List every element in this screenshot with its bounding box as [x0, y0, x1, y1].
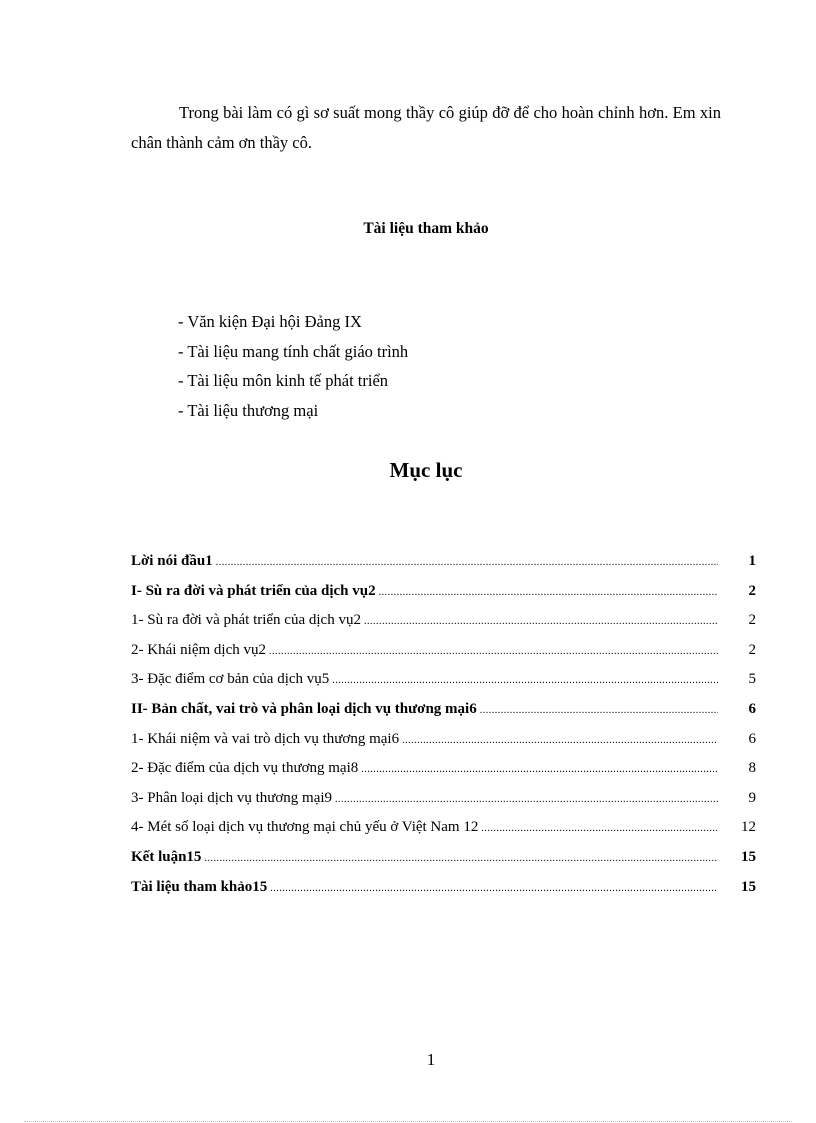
toc-entry-page: 2 — [748, 612, 756, 629]
toc-entry-page: 5 — [748, 671, 756, 688]
toc-entry-page: 15 — [741, 878, 756, 895]
toc-leader-dots — [332, 675, 718, 686]
toc-entry[interactable] — [131, 701, 756, 731]
toc-leader-dots — [379, 587, 718, 598]
reference-item: - Văn kiện Đại hội Đảng IX — [178, 312, 362, 331]
intro-paragraph: Trong bài làm có gì sơ suất mong thầy cô giúp đỡ để cho hoàn chỉnh hơn. Em xin chân thành cảm ơn thầy cô. — [131, 103, 721, 152]
toc-entry[interactable] — [131, 671, 756, 701]
references-list — [178, 307, 408, 425]
toc-entry-label: 3- Phân loại dịch vụ thương mại9 — [131, 789, 333, 806]
toc-entry-page: 2 — [748, 582, 756, 599]
toc-entry-label: 4- Mét số loại dịch vụ thương mại chủ yếu ở Việt Nam 12 — [131, 819, 479, 836]
toc-entry-page: 2 — [748, 641, 756, 658]
toc-leader-dots — [361, 764, 718, 775]
toc-entry-label: 2- Khái niệm dịch vụ2 — [131, 641, 266, 658]
toc-leader-dots — [269, 646, 718, 657]
toc-entry-page: 8 — [748, 760, 756, 777]
toc-entry[interactable] — [131, 642, 756, 672]
toc-entry-label: Lời nói đầu1 — [131, 553, 213, 569]
toc-entry[interactable] — [131, 790, 756, 820]
toc-title: Mục lục — [389, 458, 463, 482]
toc-entry-page: 6 — [748, 700, 756, 717]
reference-item: - Tài liệu thương mại — [178, 400, 319, 420]
toc-leader-dots — [270, 883, 718, 894]
toc-entry-page: 9 — [748, 789, 756, 806]
toc-leader-dots — [364, 616, 718, 627]
toc-leader-dots — [480, 705, 718, 716]
toc-entry-label: Tài liệu tham khảo15 — [131, 878, 268, 895]
toc-entry-page: 12 — [741, 819, 756, 836]
toc-entry-label: 1- Sù ra đời và phát triển của dịch vụ2 — [131, 612, 361, 629]
table-of-contents — [131, 553, 756, 908]
reference-item: - Tài liệu môn kinh tế phát triển — [178, 371, 389, 390]
toc-entry[interactable] — [131, 731, 756, 761]
toc-leader-dots — [216, 557, 718, 568]
toc-entry[interactable] — [131, 819, 756, 849]
toc-entry-label: 2- Đặc điểm của dịch vụ thương mại8 — [131, 760, 359, 777]
toc-entry[interactable] — [131, 849, 756, 879]
page-number: 1 — [426, 1050, 436, 1069]
toc-entry-page: 15 — [741, 848, 756, 865]
toc-entry-label: Kết luận15 — [131, 848, 202, 865]
toc-entry-label: 1- Khái niệm và vai trò dịch vụ thương mại6 — [131, 730, 400, 747]
page-bottom-divider — [24, 1121, 792, 1122]
toc-entry[interactable] — [131, 879, 756, 909]
toc-entry[interactable] — [131, 760, 756, 790]
toc-entry[interactable] — [131, 612, 756, 642]
toc-entry-label: I- Sù ra đời và phát triển của dịch vụ2 — [131, 582, 376, 599]
toc-leader-dots — [335, 794, 718, 805]
references-title: Tài liệu tham khảo — [363, 220, 489, 237]
toc-entry-page: 6 — [748, 730, 756, 747]
toc-entry[interactable] — [131, 583, 756, 613]
toc-leader-dots — [481, 823, 718, 834]
toc-entry-label: 3- Đặc điểm cơ bản của dịch vụ5 — [131, 671, 330, 688]
toc-entry[interactable] — [131, 553, 756, 583]
toc-entry-page: 1 — [748, 553, 756, 569]
toc-leader-dots — [204, 853, 718, 864]
toc-leader-dots — [402, 735, 718, 746]
reference-item: - Tài liệu mang tính chất giáo trình — [178, 341, 409, 361]
toc-entry-label: II- Bản chất, vai trò và phân loại dịch vụ thương mại6 — [131, 700, 477, 717]
